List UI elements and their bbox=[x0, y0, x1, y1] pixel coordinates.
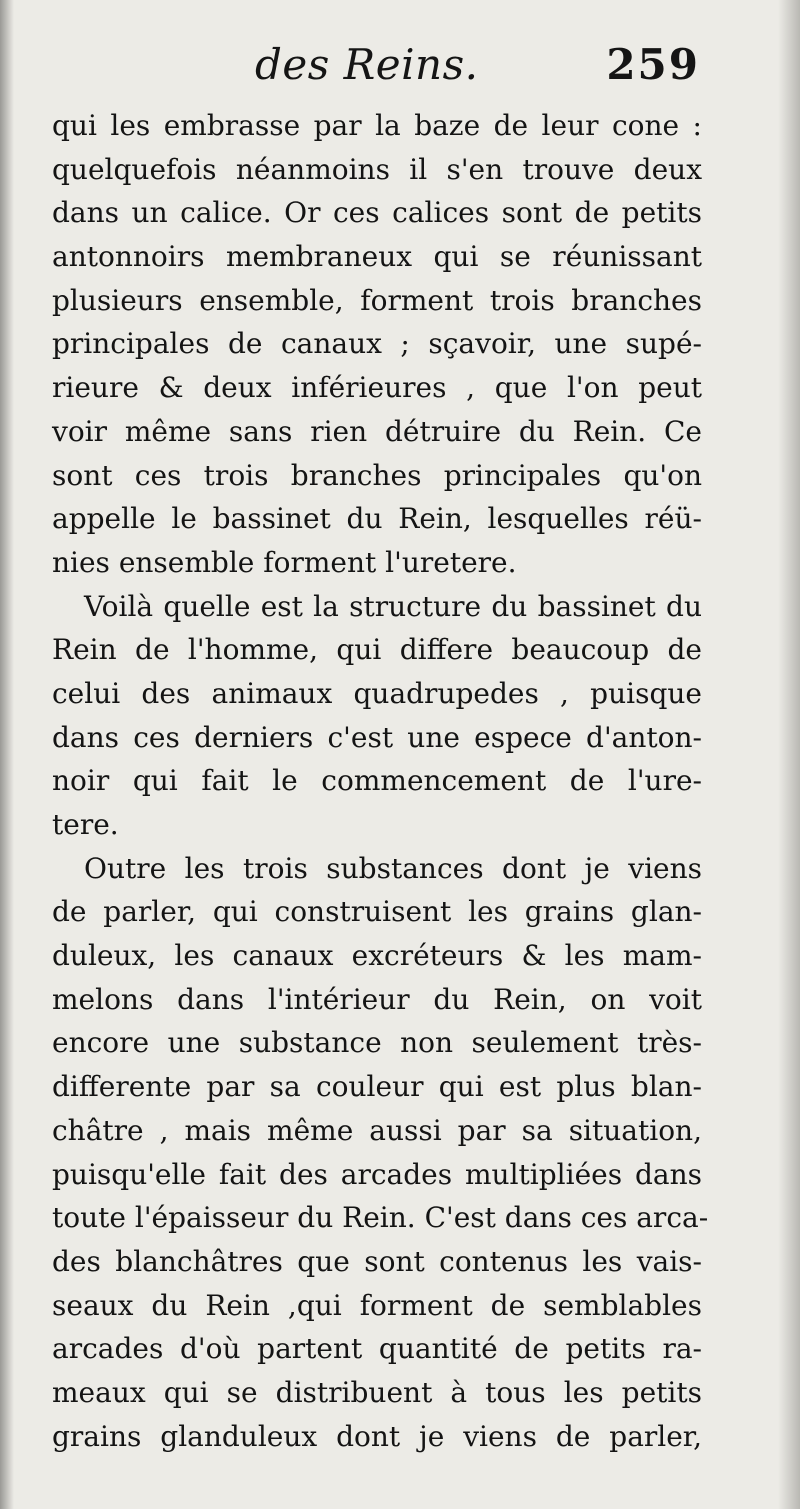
text-line: châtre , mais même aussi par sa situation, bbox=[52, 1113, 702, 1147]
running-head bbox=[60, 38, 700, 98]
text-line: des blanchâtres que sont contenus les vais- bbox=[52, 1244, 702, 1278]
text-line: appelle le bassinet du Rein, lesquelles réü- bbox=[52, 502, 702, 536]
text-line: quelquefois néanmoins il s'en trouve deux bbox=[52, 152, 702, 186]
page-edge-shadow bbox=[778, 0, 800, 1509]
text-line: dans ces derniers c'est une espece d'anton- bbox=[52, 720, 702, 754]
page-number: 259 bbox=[606, 40, 700, 89]
paragraph-first-line: Outre les trois substances dont je viens bbox=[84, 851, 702, 885]
paragraph-first-line: Voilà quelle est la structure du bassinet du bbox=[84, 589, 702, 623]
page-gutter-shadow bbox=[0, 0, 14, 1509]
text-line: melons dans l'intérieur du Rein, on voit bbox=[52, 982, 702, 1016]
text-line: puisqu'elle fait des arcades multipliées dans bbox=[52, 1157, 702, 1191]
text-line: principales de canaux ; sçavoir, une supé- bbox=[52, 327, 702, 361]
running-title: des Reins. bbox=[255, 40, 479, 89]
text-line: differente par sa couleur qui est plus blan- bbox=[52, 1070, 702, 1104]
text-line: grains glanduleux dont je viens de parler, bbox=[52, 1419, 702, 1453]
text-line: de parler, qui construisent les grains glan- bbox=[52, 895, 702, 929]
text-line: qui les embrasse par la baze de leur cone : bbox=[52, 109, 702, 142]
text-line: rieure & deux inférieures , que l'on peut bbox=[52, 371, 702, 405]
text-line: plusieurs ensemble, forment trois branches bbox=[52, 283, 702, 317]
text-line: noir qui fait le commencement de l'ure- bbox=[52, 764, 702, 798]
text-line: duleux, les canaux excréteurs & les mam- bbox=[52, 939, 702, 973]
text-line: dans un calice. Or ces calices sont de petits bbox=[52, 196, 702, 230]
text-line: celui des animaux quadrupedes , puisque bbox=[52, 676, 702, 710]
text-line: antonnoirs membraneux qui se réunissant bbox=[52, 240, 702, 274]
text-line: arcades d'où partent quantité de petits ra- bbox=[52, 1332, 702, 1366]
body-text bbox=[52, 104, 709, 1458]
text-line: tere. bbox=[52, 808, 119, 841]
text-line: toute l'épaisseur du Rein. C'est dans ces arca- bbox=[52, 1201, 709, 1235]
text-line: encore une substance non seulement très- bbox=[52, 1026, 702, 1060]
text-line: nies ensemble forment l'uretere. bbox=[52, 545, 517, 579]
text-line: Rein de l'homme, qui differe beaucoup de bbox=[52, 633, 702, 667]
text-line: voir même sans rien détruire du Rein. Ce bbox=[52, 414, 702, 448]
text-line: sont ces trois branches principales qu'on bbox=[52, 458, 702, 492]
text-line: seaux du Rein ,qui forment de semblables bbox=[52, 1288, 702, 1322]
text-line: meaux qui se distribuent à tous les petits bbox=[52, 1375, 702, 1409]
